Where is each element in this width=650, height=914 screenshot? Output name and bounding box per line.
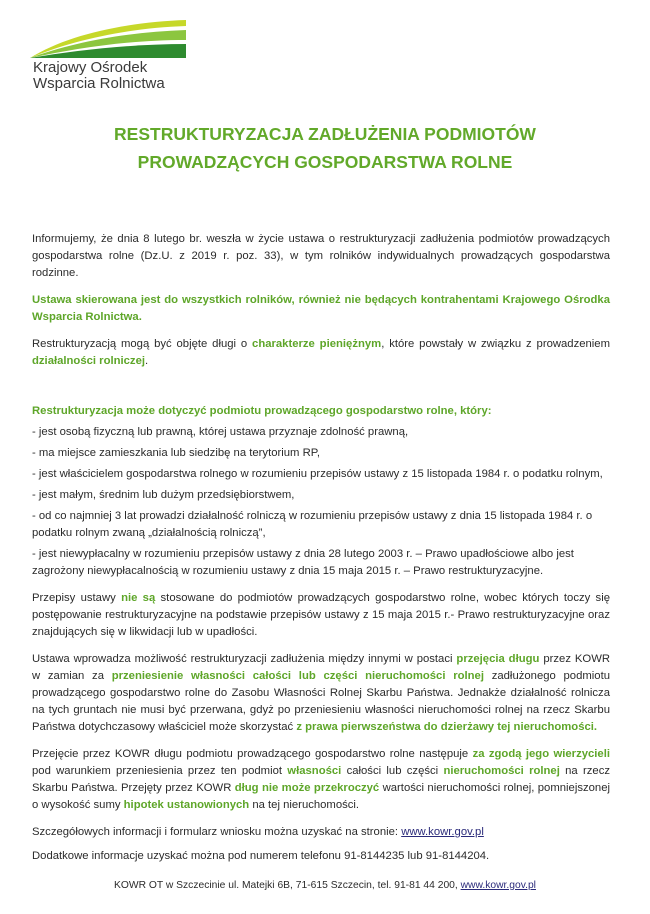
eligibility-item: - jest małym, średnim lub dużym przedsiębiorstwem,: [32, 489, 295, 501]
highlight: przejęcia długu: [456, 653, 540, 665]
title-line2: PROWADZĄCYCH GOSPODARSTWA ROLNE: [137, 152, 513, 172]
text: wartości nieruchomości rolnej, pomniejszonej o wysokość sumy: [32, 782, 610, 811]
text: Przejęcie przez KOWR długu podmiotu prowadzącego gospodarstwo rolne następuje: [32, 748, 473, 760]
kowr-logo: [28, 14, 188, 92]
debt-takeover-paragraph: [32, 651, 610, 736]
logo-text-line2: Wsparcia Rolnictwa: [33, 75, 165, 92]
eligibility-item: - jest osobą fizyczną lub prawną, której ustawa przyznaje zdolność prawną,: [32, 426, 409, 438]
highlight: nieruchomości rolnej: [443, 765, 560, 777]
more-info-line: [32, 826, 484, 838]
highlight: charakterze pieniężnym: [252, 338, 382, 350]
text: .: [145, 355, 149, 367]
intro-paragraph: Informujemy, że dnia 8 lutego br. weszła w życie ustawa o restrukturyzacji zadłużenia podmiotów prowadzących gospodarstwa rolne (Dz.U. z 2019 r. poz. 33), w tym rolników indywidualnych prowadzących gospodarstwa rodzinne.: [32, 233, 610, 279]
logo-text-line1: Krajowy Ośrodek: [33, 59, 148, 76]
eligibility-item: - jest właścicielem gospodarstwa rolnego w rozumieniu przepisów ustawy z 15 listopada 1984 r. o podatku rolnym,: [32, 468, 603, 480]
conditions-paragraph: [32, 746, 610, 814]
text: na tej nieruchomości.: [249, 799, 360, 811]
text: przez KOWR w zamian za: [32, 653, 611, 682]
text: Restrukturyzacją mogą być objęte długi o: [32, 338, 253, 350]
text: Szczegółowych informacji i formularz wniosku można uzyskać na stronie:: [32, 826, 402, 838]
highlight: przeniesienie własności całości lub części nieruchomości rolnej: [111, 670, 484, 682]
text: na rzecz Skarbu Państwa. Przejęty przez KOWR: [32, 765, 610, 794]
highlight: za zgodą jego wierzycieli: [472, 748, 610, 760]
highlight: z prawa pierwszeństwa do dzierżawy tej nieruchomości.: [296, 721, 598, 733]
highlight: działalności rolniczej: [32, 355, 146, 367]
text: Ustawa wprowadza możliwość restrukturyzacji zadłużenia między innymi w postaci: [32, 653, 457, 665]
debt-scope-paragraph: [32, 336, 610, 370]
text: KOWR OT w Szczecinie ul. Matejki 6B, 71-615 Szczecin, tel. 91-81 44 200,: [114, 880, 461, 891]
footer-website-link[interactable]: www.kowr.gov.pl: [460, 880, 536, 891]
exclusion-paragraph: [32, 590, 610, 641]
address-footer: [0, 880, 650, 891]
eligibility-item: - jest niewypłacalny w rozumieniu przepisów ustawy z dnia 28 lutego 2003 r. – Prawo upadłościowe albo jest zagrożony niewypłacalnością w rozumieniu ustawy z dnia 15 maja 2015 r. – Prawo restrukturyzacyjne.: [32, 548, 574, 577]
website-link[interactable]: www.kowr.gov.pl: [401, 826, 484, 838]
highlight: dług nie może przekroczyć: [234, 782, 380, 794]
text: stosowane do podmiotów prowadzących gospodarstwo rolne, wobec których toczy się postępowanie restrukturyzacyjne na podstawie przepisów ustawy z 15 maja 2015 r.- Prawo restrukturyzacyjne oraz znajdujących się w likwidacji lub w upadłości.: [32, 592, 610, 638]
page-title: [0, 120, 650, 176]
highlight: hipotek ustanowionych: [123, 799, 250, 811]
eligibility-heading: Restrukturyzacja może dotyczyć podmiotu prowadzącego gospodarstwo rolne, który:: [32, 405, 492, 417]
target-paragraph: Ustawa skierowana jest do wszystkich rolników, również nie będących kontrahentami Krajowego Ośrodka Wsparcia Rolnictwa.: [32, 294, 610, 323]
text: Przepisy ustawy: [32, 592, 122, 604]
eligibility-item: - ma miejsce zamieszkania lub siedzibę na terytorium RP,: [32, 447, 320, 459]
text: pod warunkiem przeniesienia przez ten podmiot: [32, 765, 288, 777]
text: całości lub części: [341, 765, 444, 777]
text: zadłużonego podmiotu prowadzącego gospodarstwo rolne do Zasobu Własności Rolnej Skarbu Państwa. Jednakże działalność rolnicza na tych gruntach nie musi być przerwana, gdyż po przeniesieniu własności nieruchomości rolnej na rzecz Skarbu Państwa dotychczasowy właściciel może skorzystać: [32, 670, 610, 733]
logo-field-graphic: [28, 14, 188, 60]
phone-info-line: Dodatkowe informacje uzyskać można pod numerem telefonu 91-8144235 lub 91-8144204.: [32, 850, 490, 862]
highlight: nie są: [121, 592, 156, 604]
text: , które powstały w związku z prowadzeniem: [381, 338, 611, 350]
document-body: [32, 231, 610, 824]
title-line1: RESTRUKTURYZACJA ZADŁUŻENIA PODMIOTÓW: [114, 124, 536, 144]
eligibility-item: - od co najmniej 3 lat prowadzi działalność rolniczą w rozumieniu przepisów ustawy z dnia 15 listopada 1984 r. o podatku rolnym zwaną „działalnością rolniczą”,: [32, 510, 593, 539]
highlight: własności: [287, 765, 342, 777]
